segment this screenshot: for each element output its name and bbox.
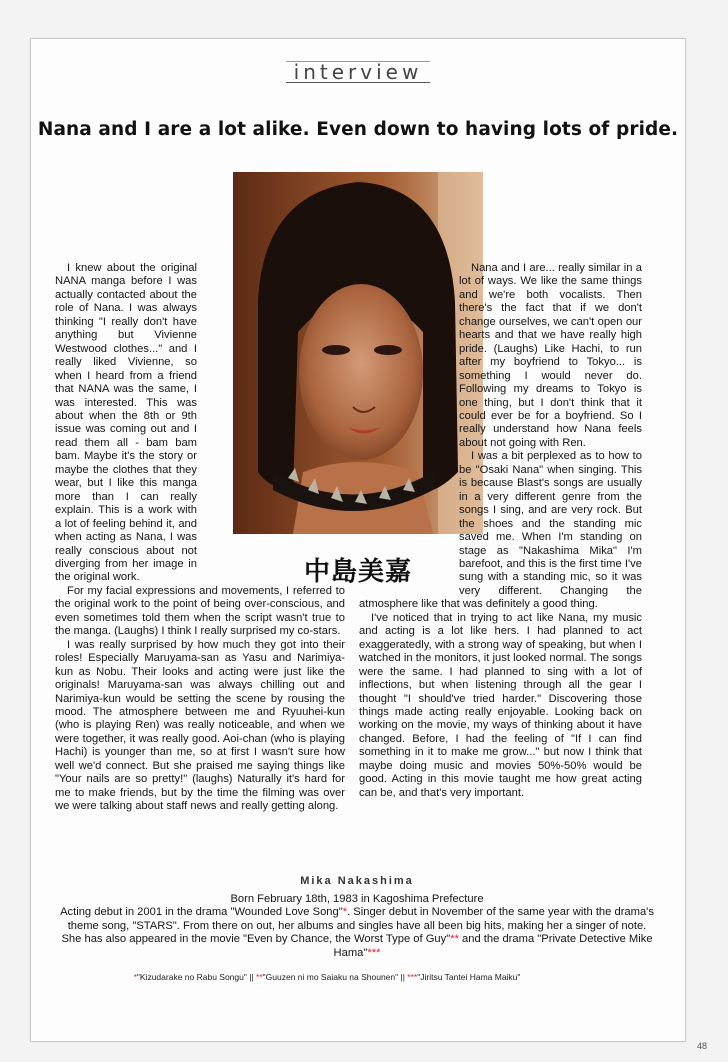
footnote-mark: ** xyxy=(450,933,459,946)
section-header xyxy=(31,61,685,84)
article-column-right xyxy=(359,262,642,800)
footnote-text: "Guuzen ni mo Saiaku na Shounen" || xyxy=(262,972,408,982)
bio-box xyxy=(60,875,654,961)
footnote-mark: * xyxy=(133,972,137,982)
page-number: 48 xyxy=(697,1041,708,1051)
bio-born: Born February 18th, 1983 in Kagoshima Prefecture xyxy=(230,892,484,905)
article-paragraph: For my facial expressions and movements, I referred to the original work to the point of being over-conscious, and even sometimes told them when the script wasn't true to the manga. (Laughs) I think I really surprised my co-stars. xyxy=(55,584,345,638)
bio-text-part: Acting debut in 2001 in the drama "Wounded Love Song" xyxy=(60,906,343,919)
section-label: interview xyxy=(286,61,431,83)
photo-wrap-space xyxy=(197,262,345,567)
article-paragraph: I was really surprised by how much they got into their roles! Especially Maruyama-san as Yasu and Narimiya-kun as Nobu. Their looks and acting were just like the originals! Maruyama-san was always chilling out and Narimiya-kun would be setting the scene by rousing the mood. The atmosphere between me and Ryuuhei-kun (who is playing Ren) was really noticeable, and when we were together, it was really good. Aoi-chan (who is playing Hachi) is younger than me, so at first I wasn't sure how well we'd connect. But she praised me saying things like "Your nails are so pretty!" (laughs) Naturally it's hard for me to make friends, but by the time the filming was over we were talking about staff news and really getting along. xyxy=(55,638,345,813)
headline: Nana and I are a lot alike. Even down to having lots of pride. xyxy=(37,119,679,140)
article-paragraph: I've noticed that in trying to act like Nana, my music and acting is a lot like hers. I had planned to act exaggeratedly, with a strong way of speaking, but when I watched in the monitors, it just looked normal. The songs were the same. I had planned to sing with a lot of inflections, but when listening through all the gear I thought "I should've tried harder." Discovering those things made acting really enjoyable. Looking back on working on the movie, my ways of thinking about it have changed. Before, I had the feeling of "If I can find something in it to make me grow..." but now I think that maybe doing music and movies 50%-50% would be good. Acting in this movie taught me how great acting can be, and that's very important. xyxy=(359,611,642,799)
footnote-text: "Kizudarake no Rabu Songu" || xyxy=(136,972,257,982)
article-paragraph: I knew about the original NANA manga before I was actually contacted about the role of Nana. I was always thinking "I really don't have anything but Vivienne Westwood clothes..." and I really liked Vivienne, so when I heard from a friend that NANA was the same, I was interested. This was about when the 8th or 9th issue was coming out and I read them all - bam bam bam. Maybe it's the story or maybe the clothes that they wear, but I like this manga more than I can really explain. This is a work with a lot of feeling behind it, and when acting as Nana, I was really conscious about not diverging from her image in the original work. xyxy=(55,262,197,584)
footnote-text: "Jiritsu Tantei Hama Maiku" xyxy=(417,972,521,982)
photo-wrap-space xyxy=(359,262,459,587)
subject-name-kanji: 中島美嘉 xyxy=(303,557,412,587)
footnote-mark: * xyxy=(342,906,348,919)
article-paragraph: Nana and I are... really similar in a lot of ways. We like the same things and we're both vocalists. Then there's the fact that if we don't change ourselves, we can't open our hearts and that we have really high pride. (Laughs) Like Hachi, to run after my boyfriend to Tokyo... is something I would never do. Following my dreams to Tokyo is one thing, but I don't think that it could ever be for a boyfriend. So I really understand how Nana feels about not going with Ren. xyxy=(459,262,642,449)
footnote-mark: ** xyxy=(256,972,263,982)
bio-text-part: and the drama "Private Detective Mike Hama" xyxy=(333,933,653,959)
bio-name: Mika Nakashima xyxy=(300,875,414,887)
bio-text-part: . Singer debut in November of the same year with the drama's theme song, "STARS". From there on out, her albums and singles have all been big hits, making her a singer of note. She has also appeared in the movie "Even by Chance, the Worst Type of Guy" xyxy=(61,906,654,946)
bio-text xyxy=(60,906,654,960)
footnotes xyxy=(30,972,624,982)
article-column-left xyxy=(55,262,345,814)
footnote-mark: *** xyxy=(367,946,381,959)
footnote-mark: *** xyxy=(407,972,418,982)
article-paragraph: I was a bit perplexed as to how to be "Osaki Nana" when singing. This is because Blast's songs are usually in a very different genre from the songs I sing, and are very rock. But the shoes and the standing mic saved me. When I'm standing on stage as "Nakashima Mika" I'm barefoot, and this is the first time I've sung with a standing mic, so it was very different. Changing the atmosphere like that was definitely a good thing. xyxy=(359,450,642,611)
